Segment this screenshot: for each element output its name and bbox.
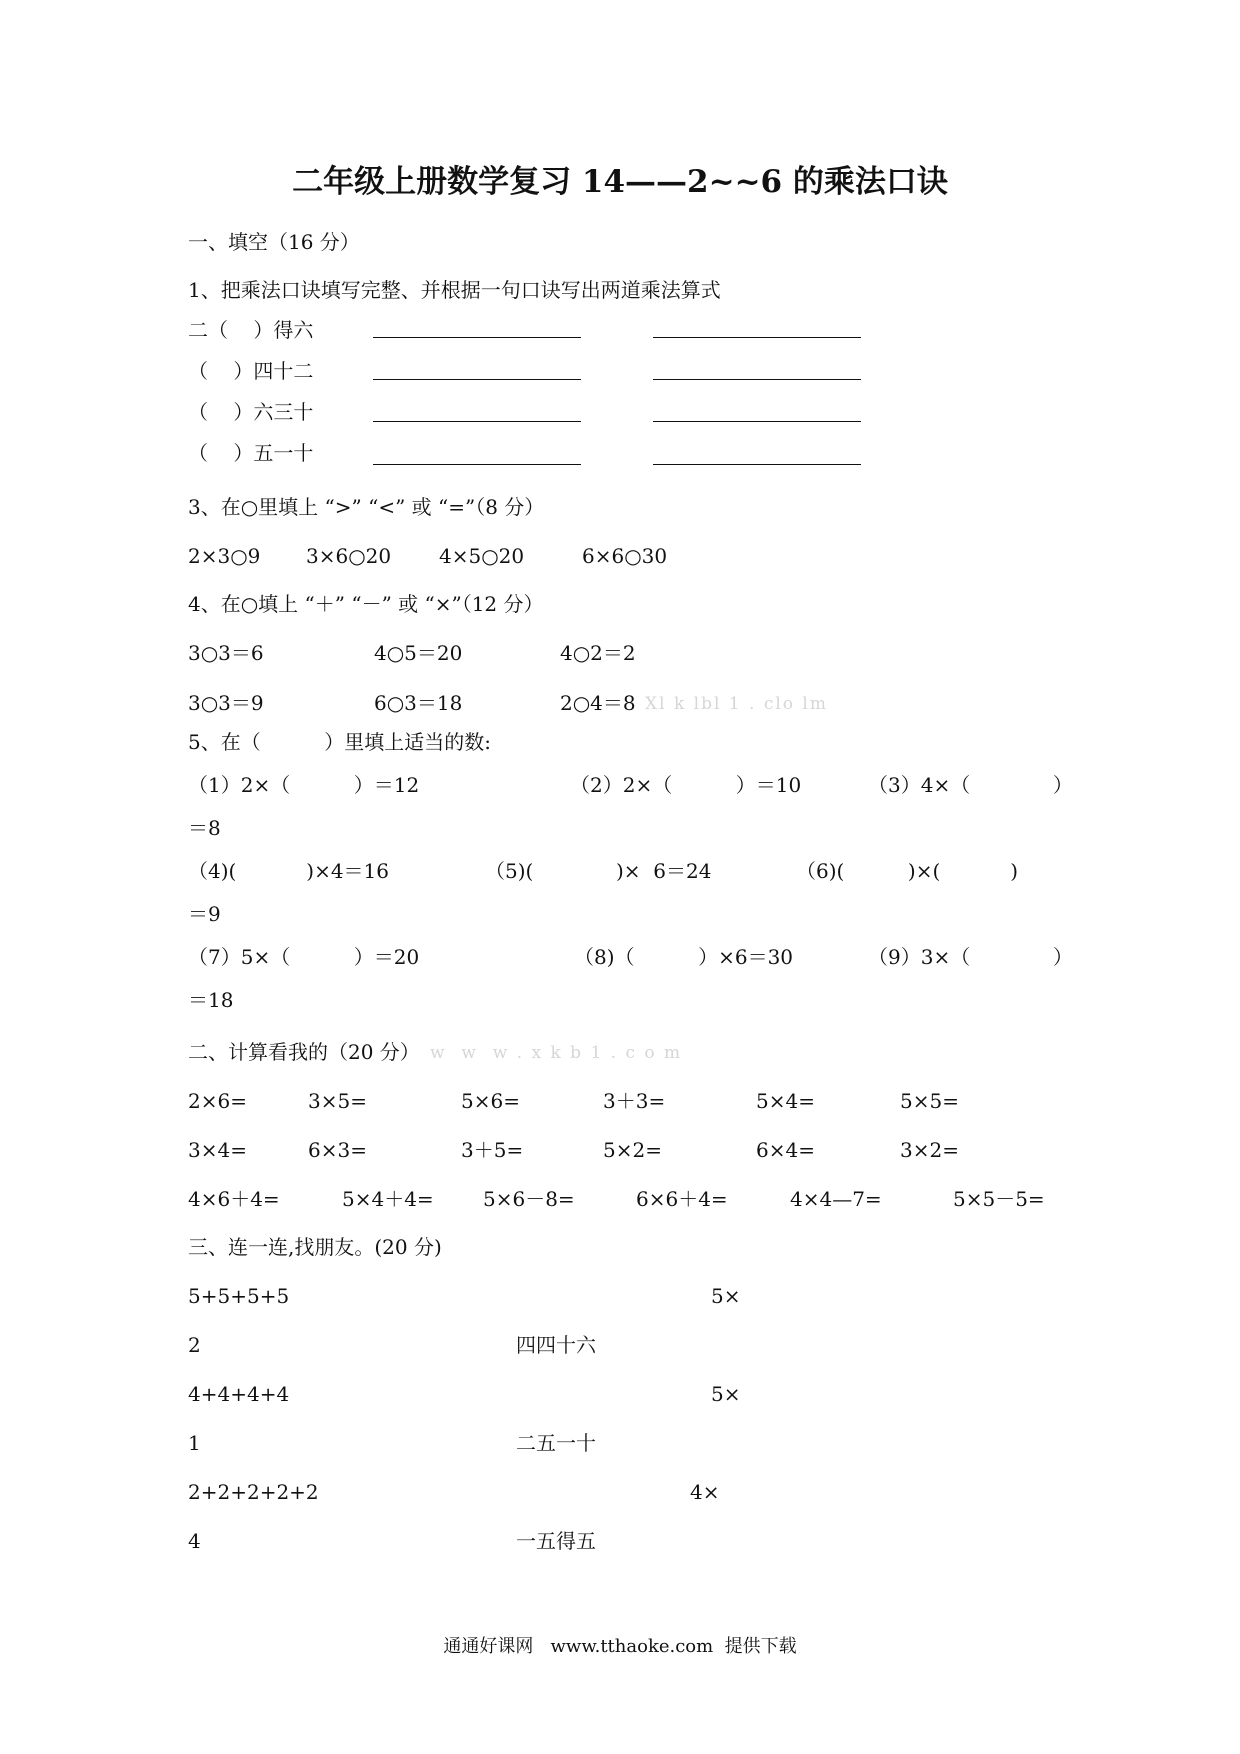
match-left-item[interactable]: 5+5+5+5: [188, 1284, 290, 1308]
section-2-heading: 二、计算看我的（20 分）: [188, 1040, 420, 1064]
calc-item: 6×6＋4=: [636, 1187, 728, 1211]
match-right-item[interactable]: 5×: [711, 1382, 741, 1406]
calc-item: 5×4＋4=: [342, 1187, 434, 1211]
operator-item: 4○2＝2: [560, 641, 636, 665]
answer-blank-2a[interactable]: [373, 379, 581, 380]
answer-blank-4a[interactable]: [373, 464, 581, 465]
match-left-item[interactable]: 1: [188, 1431, 201, 1455]
answer-blank-4b[interactable]: [653, 464, 861, 465]
watermark-text: Xl k lbl 1 . clo lm: [645, 694, 828, 714]
fill-row-4: （ ）五一十: [188, 441, 314, 465]
calc-item: 5×4=: [756, 1089, 815, 1113]
answer-blank-1b[interactable]: [653, 337, 861, 338]
match-left-item[interactable]: 2: [188, 1333, 201, 1357]
fill-number-item: （2）2×（ ）＝10: [570, 773, 802, 797]
operator-item: 3○3＝6: [188, 641, 264, 665]
fill-number-item: （6)( )×( ): [796, 859, 1019, 883]
operator-item: 6○3＝18: [374, 691, 463, 715]
fill-number-item: ＝9: [188, 902, 221, 926]
operator-item: 4○5＝20: [374, 641, 463, 665]
fill-row-2: （ ）四十二: [188, 359, 314, 383]
calc-item: 4×4—7=: [790, 1187, 882, 1211]
page-footer: 通通好课网 www.tthaoke.com 提供下载: [443, 1636, 797, 1657]
answer-blank-2b[interactable]: [653, 379, 861, 380]
match-middle-item[interactable]: 四四十六: [516, 1333, 596, 1357]
operator-item: 3○3＝9: [188, 691, 264, 715]
compare-item: 6×6○30: [582, 544, 668, 568]
match-middle-item[interactable]: 一五得五: [516, 1529, 596, 1553]
fill-number-item: （8)（ ）×6＝30: [574, 945, 794, 969]
calc-item: 6×4=: [756, 1138, 815, 1162]
fill-number-item: （3）4×（ ）: [868, 773, 1073, 797]
fill-number-item: （9）3×（ ）: [868, 945, 1073, 969]
compare-item: 3×6○20: [306, 544, 392, 568]
match-left-item[interactable]: 4+4+4+4: [188, 1382, 290, 1406]
calc-item: 5×5=: [900, 1089, 959, 1113]
calc-item: 3＋5=: [461, 1138, 524, 1162]
compare-item: 4×5○20: [439, 544, 525, 568]
operator-item: 2○4＝8: [560, 691, 636, 715]
question-5-prompt: 5、在（ ）里填上适当的数:: [188, 730, 492, 754]
section-3-heading: 三、连一连,找朋友。(20 分): [188, 1235, 442, 1259]
match-left-item[interactable]: 2+2+2+2+2: [188, 1480, 319, 1504]
page-title: 二年级上册数学复习 14——2~~6 的乘法口诀: [292, 164, 948, 200]
question-4-prompt: 4、在○填上 “＋” “－” 或 “×”（12 分）: [188, 592, 544, 616]
match-left-item[interactable]: 4: [188, 1529, 201, 1553]
calc-item: 4×6＋4=: [188, 1187, 280, 1211]
fill-row-1: 二（ ）得六: [188, 318, 314, 342]
match-right-item[interactable]: 4×: [690, 1480, 720, 1504]
calc-item: 5×6－8=: [483, 1187, 575, 1211]
fill-number-item: （7）5×（ ）＝20: [188, 945, 420, 969]
fill-number-item: （4)( )×4＝16: [188, 859, 389, 883]
fill-row-3: （ ）六三十: [188, 400, 314, 424]
answer-blank-1a[interactable]: [373, 337, 581, 338]
match-middle-item[interactable]: 二五一十: [516, 1431, 596, 1455]
question-3-prompt: 3、在○里填上 “>” “<” 或 “=”（8 分）: [188, 495, 545, 519]
calc-item: 3×4=: [188, 1138, 247, 1162]
compare-item: 2×3○9: [188, 544, 261, 568]
calc-item: 5×2=: [603, 1138, 662, 1162]
calc-item: 3×2=: [900, 1138, 959, 1162]
fill-number-item: ＝18: [188, 988, 234, 1012]
fill-number-item: （5)( )× 6＝24: [485, 859, 712, 883]
calc-item: 5×6=: [461, 1089, 520, 1113]
calc-item: 2×6=: [188, 1089, 247, 1113]
calc-item: 6×3=: [308, 1138, 367, 1162]
answer-blank-3a[interactable]: [373, 421, 581, 422]
section-1-heading: 一、填空（16 分）: [188, 230, 360, 254]
watermark-text: w w w . x k b 1 . c o m: [430, 1043, 683, 1063]
answer-blank-3b[interactable]: [653, 421, 861, 422]
calc-item: 5×5－5=: [953, 1187, 1045, 1211]
fill-number-item: （1）2×（ ）＝12: [188, 773, 420, 797]
fill-number-item: ＝8: [188, 816, 221, 840]
question-1-prompt: 1、把乘法口诀填写完整、并根据一句口诀写出两道乘法算式: [188, 278, 721, 302]
match-right-item[interactable]: 5×: [711, 1284, 741, 1308]
calc-item: 3×5=: [308, 1089, 367, 1113]
calc-item: 3＋3=: [603, 1089, 666, 1113]
